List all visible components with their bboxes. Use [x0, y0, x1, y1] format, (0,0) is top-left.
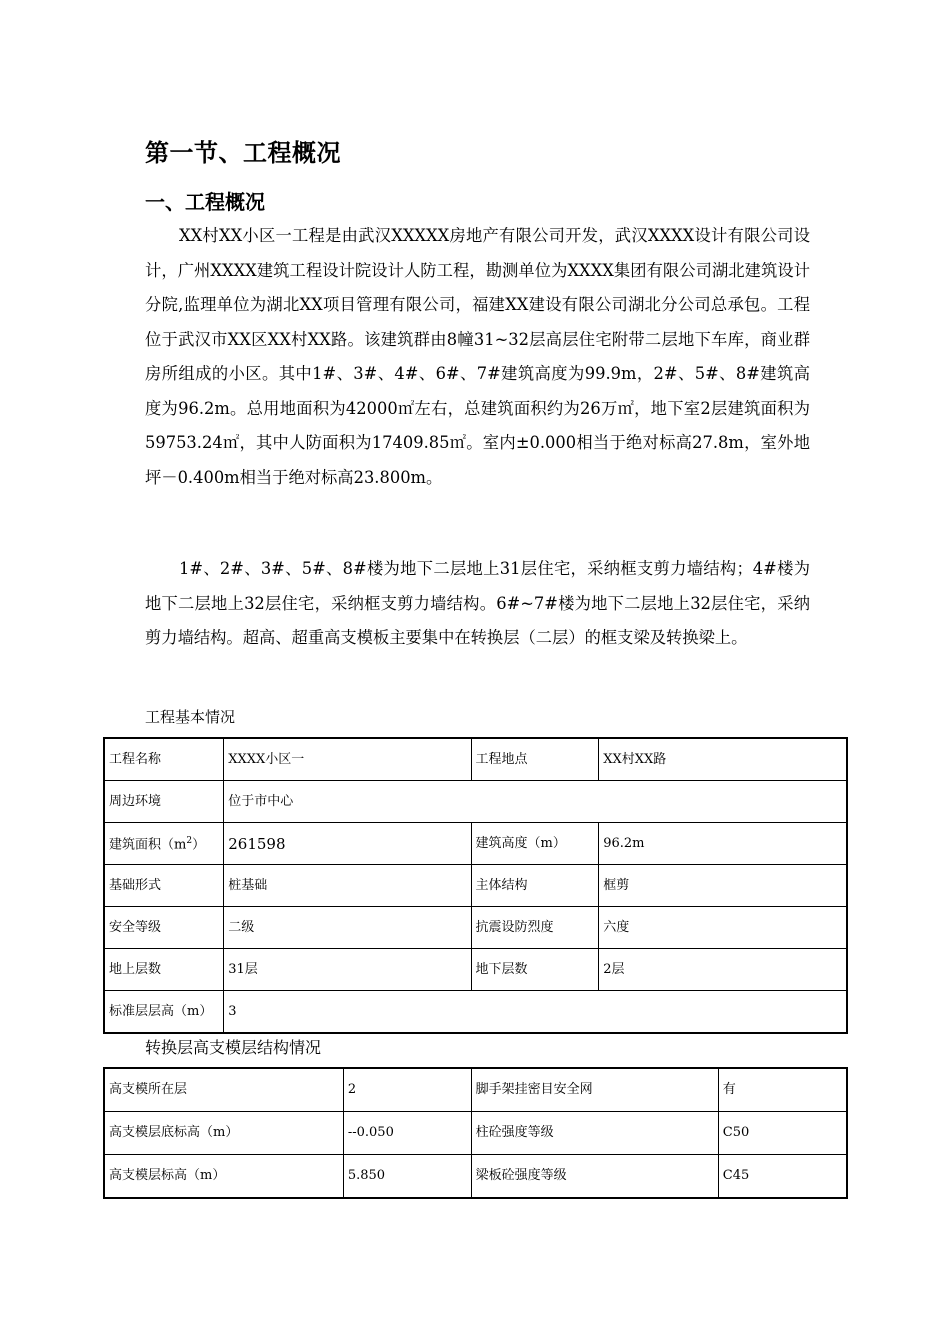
table-row	[104, 949, 847, 991]
table-cell-value: 2层	[599, 949, 847, 991]
table-cell-value: 261598	[224, 823, 471, 865]
table-cell-value: XX村XX路	[599, 738, 847, 781]
table-cell-label: 周边环境	[104, 781, 224, 823]
section-title: 第一节、工程概况	[145, 139, 341, 167]
table-cell-label: 高支模层底标高（m）	[104, 1112, 343, 1155]
table-cell-value: 框剪	[599, 865, 847, 907]
table1-caption: 工程基本情况	[145, 708, 236, 726]
table-cell-value: 六度	[599, 907, 847, 949]
table-cell-label: 梁板砼强度等级	[471, 1155, 718, 1199]
table-cell-value: 3	[224, 991, 847, 1034]
table-cell-value: 31层	[224, 949, 471, 991]
table-row	[104, 907, 847, 949]
table-cell-label: 工程名称	[104, 738, 224, 781]
table-cell-label	[104, 823, 224, 865]
table-cell-label: 高支模所在层	[104, 1068, 343, 1112]
table-row	[104, 823, 847, 865]
table-cell-value: --0.050	[343, 1112, 471, 1155]
table-cell-label: 工程地点	[471, 738, 599, 781]
area-label-end: ）	[192, 837, 206, 853]
area-label-sup: 2	[186, 836, 193, 847]
table-row	[104, 1155, 847, 1199]
table-cell-label: 抗震设防烈度	[471, 907, 599, 949]
table-cell-label: 主体结构	[471, 865, 599, 907]
table-cell-value: 二级	[224, 907, 471, 949]
table-cell-value: XXXX小区一	[224, 738, 471, 781]
table-row	[104, 781, 847, 823]
table-cell-value: 桩基础	[224, 865, 471, 907]
table-row	[104, 991, 847, 1034]
table-cell-value: 位于市中心	[224, 781, 847, 823]
table-row	[104, 1112, 847, 1155]
table-row	[104, 1068, 847, 1112]
table-cell-value: 有	[718, 1068, 847, 1112]
overview-paragraph-2: 1#、2#、3#、5#、8#楼为地下二层地上31层住宅，采纳框支剪力墙结构；4#楼为地下二层地上32层住宅，采纳框支剪力墙结构。6#~7#楼为地下二层地上32层住宅，采纳剪力墙结构。超高、超重高支模板主要集中在转换层（二层）的框支梁及转换梁上。	[145, 559, 810, 647]
table-cell-value: C50	[718, 1112, 847, 1155]
table-cell-label: 基础形式	[104, 865, 224, 907]
subsection-title: 一、工程概况	[145, 190, 265, 214]
table-cell-value: 5.850	[343, 1155, 471, 1199]
table-cell-label: 脚手架挂密目安全网	[471, 1068, 718, 1112]
table-cell-label: 标准层层高（m）	[104, 991, 224, 1034]
overview-paragraph-1: XX村XX小区一工程是由武汉XXXXX房地产有限公司开发，武汉XXXX设计有限公司设计，广州XXXX建筑工程设计院设计人防工程，勘测单位为XXXX集团有限公司湖北建筑设计分院,监理单位为湖北XX项目管理有限公司，福建XX建设有限公司湖北分公司总承包。工程位于武汉市XX区XX村XX路。该建筑群由8幢31~32层高层住宅附带二层地下车库，商业群房所组成的小区。其中1#、3#、4#、6#、7#建筑高度为99.9m，2#、5#、8#建筑高度为96.2m。总用地面积为42000㎡左右，总建筑面积约为26万㎡，地下室2层建筑面积为59753.24㎡，其中人防面积为17409.85㎡。室内±0.000相当于绝对标高27.8m，室外地坪－0.400m相当于绝对标高23.800m。	[145, 226, 810, 487]
table-cell-label: 柱砼强度等级	[471, 1112, 718, 1155]
area-label-text: 建筑面积（m	[109, 837, 187, 853]
table-row	[104, 738, 847, 781]
table-cell-value: 96.2m	[599, 823, 847, 865]
table-cell-label: 地上层数	[104, 949, 224, 991]
table-cell-label: 地下层数	[471, 949, 599, 991]
table-cell-label: 高支模层标高（m）	[104, 1155, 343, 1199]
basic-info-table	[103, 737, 848, 1034]
table2-caption: 转换层高支模层结构情况	[145, 1038, 322, 1057]
table-row	[104, 865, 847, 907]
table-cell-label: 安全等级	[104, 907, 224, 949]
transfer-floor-table	[103, 1067, 848, 1199]
table-cell-value: 2	[343, 1068, 471, 1112]
table-cell-value: C45	[718, 1155, 847, 1199]
table-cell-label: 建筑高度（m）	[471, 823, 599, 865]
